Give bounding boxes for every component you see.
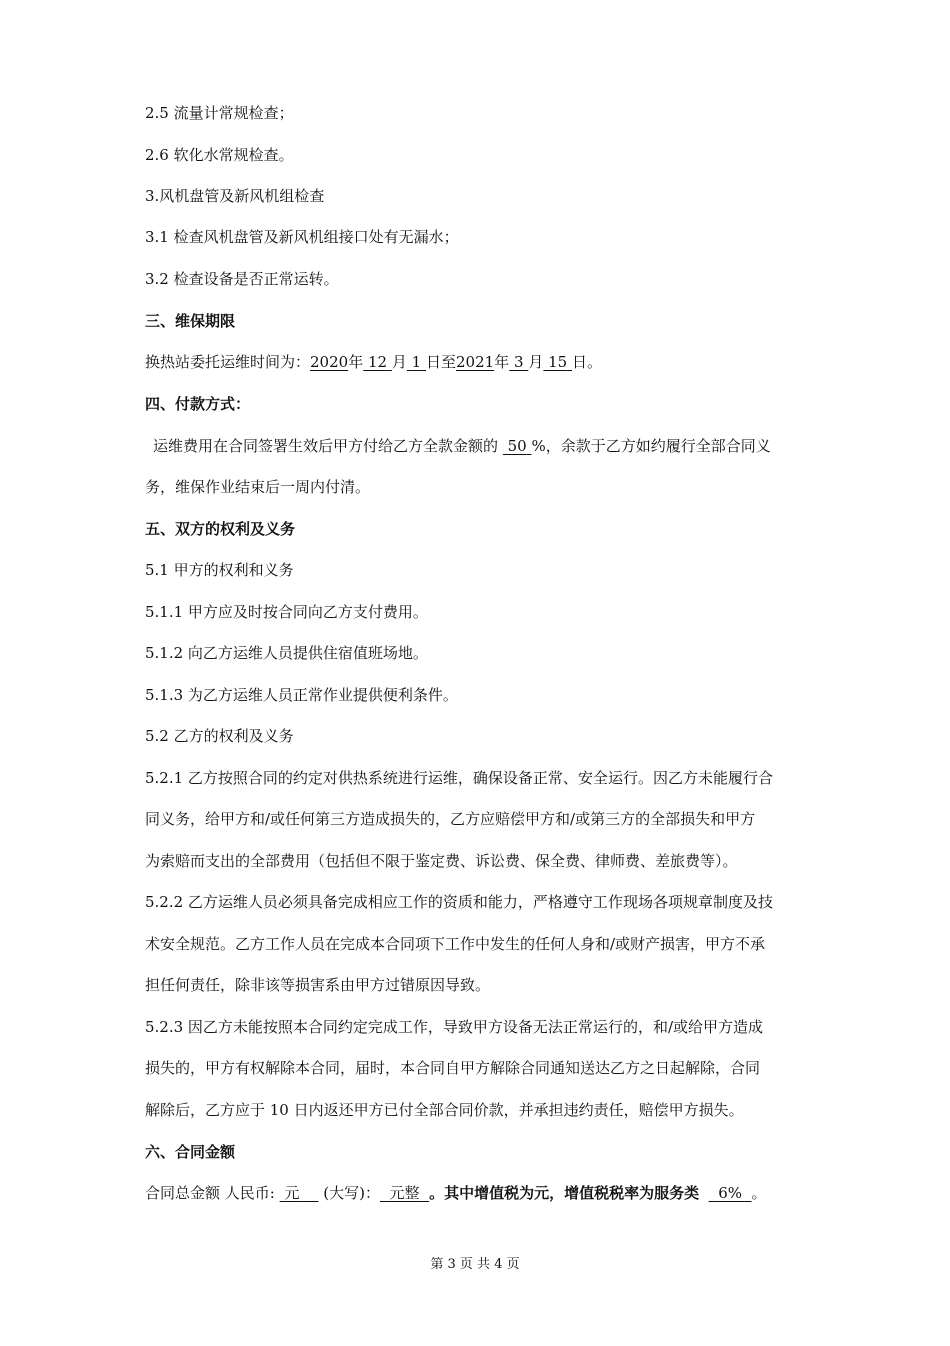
period-prefix: 换热站委托运维时间为： — [145, 353, 311, 371]
item-2-6: 2.6 软化水常规检查。 — [145, 146, 294, 164]
heading-rights-obligations: 五、双方的权利及义务 — [145, 520, 296, 538]
month-char: 月 — [391, 353, 407, 371]
amount-upper-field: 元整 — [389, 1184, 420, 1202]
month-char-2: 月 — [528, 353, 544, 371]
payment-percent: 50 — [507, 437, 527, 455]
end-day: 15 — [548, 353, 568, 371]
payment-paragraph-line2: 务，维保作业结束后一周内付清。 — [145, 478, 371, 496]
day-end: 日。 — [572, 353, 603, 371]
heading-contract-amount: 六、合同金额 — [145, 1143, 236, 1161]
start-month: 12 — [368, 353, 388, 371]
page-footer: 第 3 页 共 4 页 — [430, 1257, 520, 1272]
item-5-1: 5.1 甲方的权利和义务 — [145, 561, 294, 579]
item-2-5: 2.5 流量计常规检查； — [145, 104, 294, 122]
day-to: 日至 — [426, 353, 457, 371]
amount-yuan-field: 元 — [284, 1184, 300, 1202]
maintenance-period-text — [145, 352, 602, 372]
item-5-2-3-line1: 5.2.3 因乙方未能按照本合同约定完成工作，导致甲方设备无法正常运行的，和/或给甲方造成 — [145, 1018, 763, 1036]
year-char-2: 年 — [494, 353, 510, 371]
item-5-2-1-line1: 5.2.1 乙方按照合同的约定对供热系统进行运维，确保设备正常、安全运行。因乙方未能履行合 — [145, 769, 773, 787]
item-5-2: 5.2 乙方的权利及义务 — [145, 727, 294, 745]
item-5-2-2-line2: 术安全规范。乙方工作人员在完成本合同项下工作中发生的任何人身和/或财产损害，甲方不承 — [145, 935, 766, 953]
item-5-2-2-line1: 5.2.2 乙方运维人员必须具备完成相应工作的资质和能力，严格遵守工作现场各项规章制度及技 — [145, 893, 773, 911]
start-year: 2020 — [310, 353, 349, 371]
heading-maintenance-period: 三、维保期限 — [145, 312, 236, 330]
year-char: 年 — [348, 353, 364, 371]
contract-amount-text: 合同总金额 人民币: 元 (大写)： 元整 。其中增值税为元，增值税税率为服务类 6% 。 — [145, 1184, 767, 1202]
item-5-2-3-line2: 损失的，甲方有权解除本合同，届时，本合同自甲方解除合同通知送达乙方之日起解除，合同 — [145, 1059, 761, 1077]
item-5-2-2-line3: 担任何责任，除非该等损害系由甲方过错原因导致。 — [145, 976, 491, 994]
item-3-2: 3.2 检查设备是否正常运转。 — [145, 270, 339, 288]
end-month: 3 — [514, 353, 524, 371]
tax-rate-field: 6% — [718, 1184, 742, 1202]
item-5-2-1-line2: 同义务，给甲方和/或任何第三方造成损失的，乙方应赔偿甲方和/或第三方的全部损失和甲方 — [145, 810, 756, 828]
item-5-2-3-line3: 解除后，乙方应于 10 日内返还甲方已付全部合同价款，并承担违约责任，赔偿甲方损失。 — [145, 1101, 744, 1119]
start-day: 1 — [411, 353, 422, 371]
item-5-1-3: 5.1.3 为乙方运维人员正常作业提供便利条件。 — [145, 686, 458, 704]
item-5-1-1: 5.1.1 甲方应及时按合同向乙方支付费用。 — [145, 603, 428, 621]
heading-payment-method: 四、付款方式： — [145, 395, 251, 413]
item-5-1-2: 5.1.2 向乙方运维人员提供住宿值班场地。 — [145, 644, 428, 662]
item-3-1: 3.1 检查风机盘管及新风机组接口处有无漏水； — [145, 228, 459, 246]
payment-paragraph-line1: 运维费用在合同签署生效后甲方付给乙方全款金额的 50 %，余款于乙方如约履行全部合同义 — [153, 437, 771, 455]
item-5-2-1-line3: 为索赔而支出的全部费用（包括但不限于鉴定费、诉讼费、保全费、律师费、差旅费等）。 — [145, 852, 738, 870]
item-3: 3.风机盘管及新风机组检查 — [145, 187, 325, 205]
end-year: 2021 — [456, 353, 495, 371]
